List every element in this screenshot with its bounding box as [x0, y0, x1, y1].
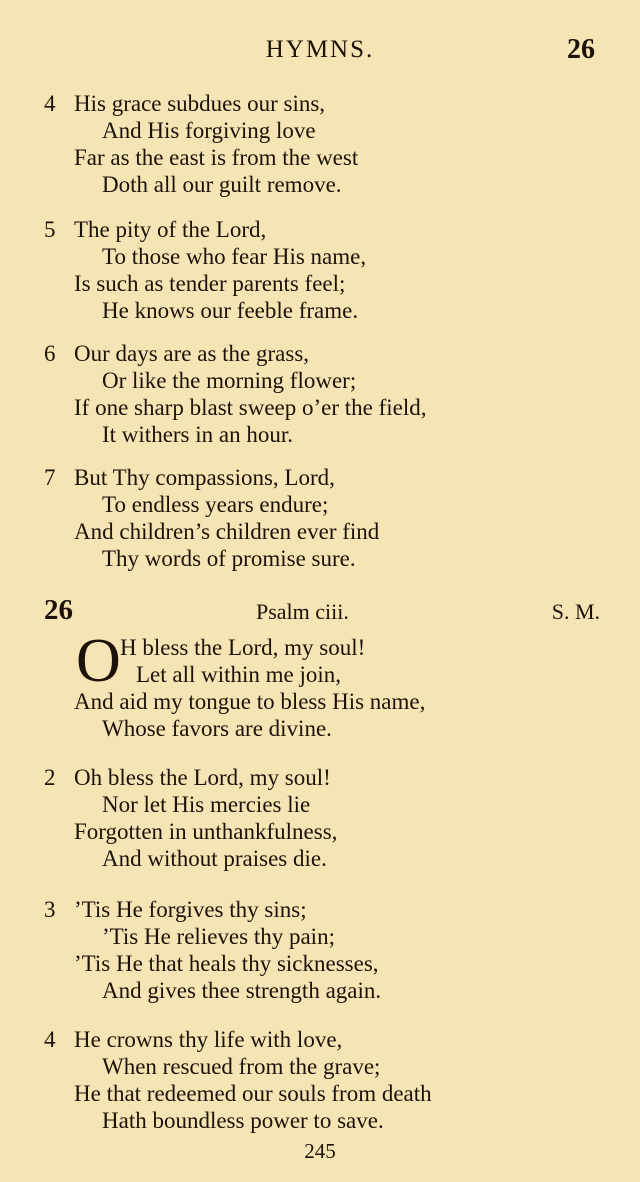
verse-line: Nor let His mercies lie	[102, 792, 311, 817]
verse-text: He crowns thy life with love,	[74, 1027, 343, 1052]
verse-line: Or like the morning flower;	[102, 368, 357, 393]
verse-line: It withers in an hour.	[102, 422, 293, 447]
verse-line: ’Tis He relieves thy pain;	[102, 924, 335, 949]
verse-line	[44, 216, 604, 243]
verse-number: 3	[44, 897, 56, 922]
verse-text: His grace subdues our sins,	[74, 91, 326, 116]
verse-line	[44, 340, 604, 367]
verse-line: Is such as tender parents feel;	[74, 271, 346, 296]
verse-line	[44, 1026, 604, 1053]
verse-line	[44, 896, 604, 923]
verse-6-prev	[44, 340, 604, 448]
verse-line: He that redeemed our souls from death	[74, 1081, 432, 1106]
hymn-verse-2	[44, 764, 604, 872]
verse-line	[44, 464, 604, 491]
verse-number: 4	[44, 91, 56, 116]
verse-text: But Thy compassions, Lord,	[74, 465, 335, 490]
verse-7-prev	[44, 464, 604, 572]
verse-number: 5	[44, 217, 56, 242]
verse-line: And without praises die.	[102, 846, 327, 871]
hymn-heading	[44, 590, 600, 630]
verse-text: Our days are as the grass,	[74, 341, 310, 366]
verse-line: To those who fear His name,	[102, 244, 367, 269]
running-header-hymn-number: 26	[567, 34, 595, 65]
hymn-title: Psalm ciii.	[256, 599, 349, 624]
verse-line: Let all within me join,	[136, 662, 342, 687]
verse-line: To endless years endure;	[102, 492, 329, 517]
running-header-title: HYMNS.	[265, 36, 375, 63]
verse-line: And children’s children ever find	[74, 519, 380, 544]
verse-line: Doth all our guilt remove.	[102, 172, 342, 197]
verse-line: He knows our feeble frame.	[102, 298, 359, 323]
hymn-meter: S. M.	[551, 599, 600, 624]
hymn-verse-4	[44, 1026, 604, 1134]
verse-number: 2	[44, 765, 56, 790]
verse-line: Whose favors are divine.	[102, 716, 332, 741]
verse-line: Hath boundless power to save.	[102, 1108, 384, 1133]
verse-number: 7	[44, 465, 56, 490]
verse-line: If one sharp blast sweep o’er the field,	[74, 395, 427, 420]
verse-text: Oh bless the Lord, my soul!	[74, 765, 331, 790]
verse-number: 4	[44, 1027, 56, 1052]
verse-number: 6	[44, 341, 56, 366]
verse-line: Forgotten in unthankfulness,	[74, 819, 338, 844]
hymn-verse-1	[44, 634, 604, 742]
verse-line: ’Tis He that heals thy sicknesses,	[74, 951, 379, 976]
verse-text: ’Tis He forgives thy sins;	[74, 897, 307, 922]
verse-4-prev	[44, 90, 604, 198]
verse-line: H bless the Lord, my soul!	[120, 635, 366, 660]
verse-line: Far as the east is from the west	[74, 145, 359, 170]
verse-line: Thy words of promise sure.	[102, 546, 356, 571]
verse-line: And aid my tongue to bless His name,	[74, 689, 426, 714]
verse-text: The pity of the Lord,	[74, 217, 267, 242]
verse-line: When rescued from the grave;	[102, 1054, 381, 1079]
verse-line	[44, 90, 604, 117]
hymn-number: 26	[44, 594, 73, 626]
hymn-verse-3	[44, 896, 604, 1004]
drop-cap: O	[76, 627, 121, 695]
verse-line: And His forgiving love	[102, 118, 316, 143]
verse-5-prev	[44, 216, 604, 324]
page-number: 245	[304, 1139, 336, 1163]
verse-line: And gives thee strength again.	[102, 978, 382, 1003]
verse-line	[44, 764, 604, 791]
